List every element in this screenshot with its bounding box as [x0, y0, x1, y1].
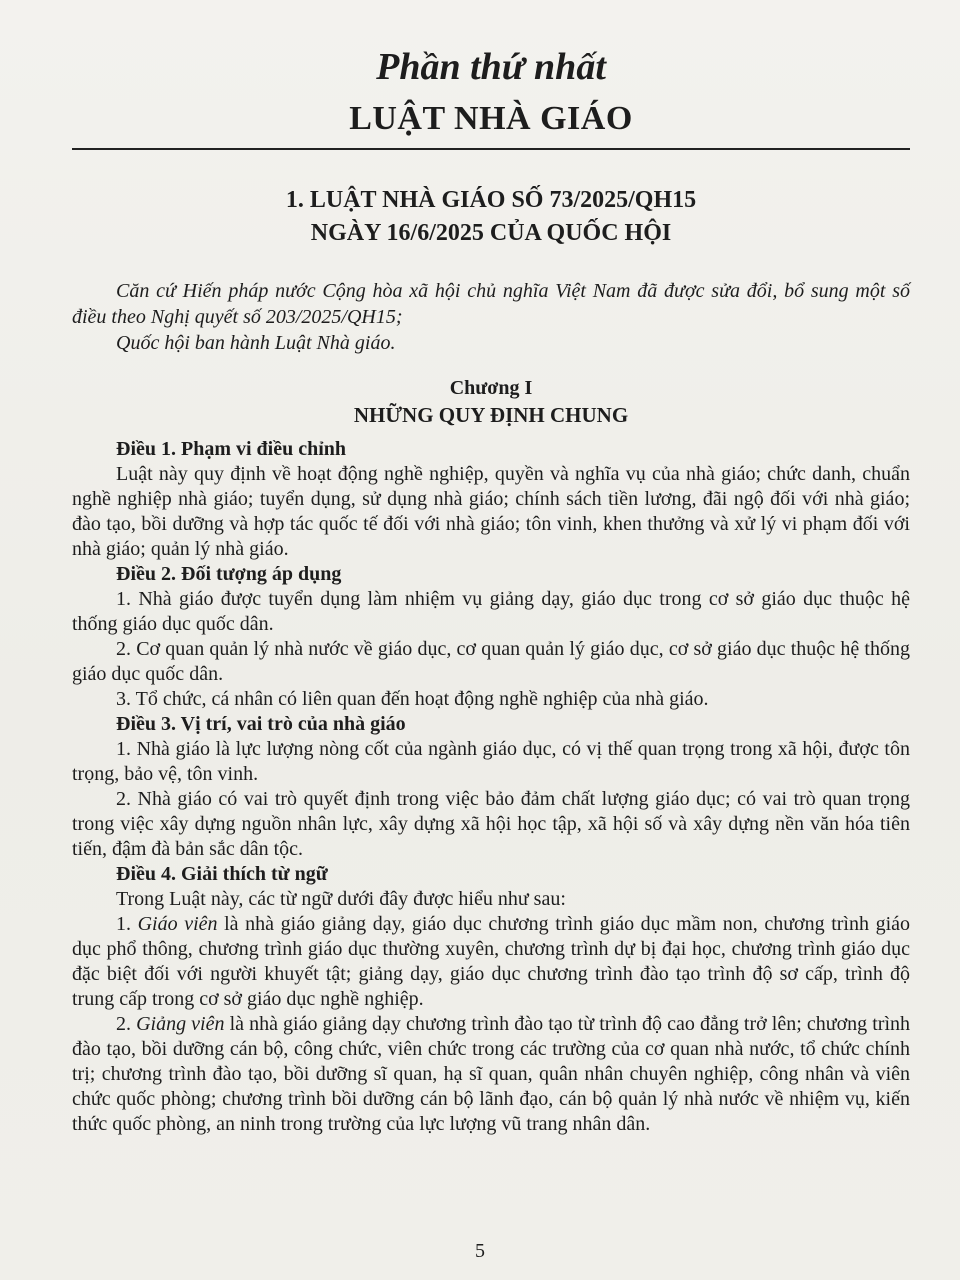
article-2 [72, 562, 910, 712]
part-title: Phần thứ nhất [376, 46, 606, 88]
clause-number: 1. [116, 913, 138, 935]
article-3 [72, 712, 910, 862]
article-heading: Điều 2. Đối tượng áp dụng [116, 563, 342, 585]
article-heading: Điều 4. Giải thích từ ngữ [116, 863, 328, 885]
article-paragraph: 1. Nhà giáo được tuyển dụng làm nhiệm vụ giảng dạy, giáo dục trong cơ sở giáo dục thuộc hệ thống giáo dục quốc dân. [72, 588, 910, 635]
definition-text: là nhà giáo giảng dạy, giáo dục chương trình giáo dục mầm non, chương trình giáo dục phổ thông, chương trình giáo dục thường xuyên, chương trình dự bị đại học, chương trình giáo dục đặc biệt đối với người khuyết tật; giảng dạy, giáo dục chương trình đào tạo trình độ sơ cấp, trình độ trung cấp trong cơ sở giáo dục nghề nghiệp. [72, 913, 911, 1010]
article-intro: Trong Luật này, các từ ngữ dưới đây được hiểu như sau: [116, 888, 566, 910]
definition-text: là nhà giáo giảng dạy chương trình đào tạo từ trình độ cao đẳng trở lên; chương trình đào tạo, bồi dưỡng cán bộ, công chức, viên chức trong các trường của cơ quan nhà nước, tổ chức chính trị; chương trình đào tạo, bồi dưỡng sĩ quan, hạ sĩ quan, quân nhân chuyên nghiệp, công nhân và viên chức quốc phòng; chương trình bồi dưỡng cán bộ lãnh đạo, cán bộ quản lý nhà nước về nhiệm vụ, kiến thức quốc phòng, an ninh trong trường của lực lượng vũ trang nhân dân. [72, 1013, 911, 1135]
document-title [72, 184, 910, 250]
article-paragraph: 3. Tổ chức, cá nhân có liên quan đến hoạt động nghề nghiệp của nhà giáo. [116, 688, 709, 710]
law-title: LUẬT NHÀ GIÁO [349, 100, 633, 137]
defined-term: Giảng viên [136, 1013, 225, 1035]
chapter-number: Chương I [449, 377, 533, 399]
clause-number: 2. [116, 1013, 137, 1035]
article-4 [72, 862, 910, 1137]
defined-term: Giáo viên [137, 913, 218, 935]
definition-teacher [72, 912, 910, 1012]
definition-lecturer [72, 1012, 910, 1137]
article-paragraph: 1. Nhà giáo là lực lượng nòng cốt của ngành giáo dục, có vị thế quan trọng trong xã hội, được tôn trọng, bảo vệ, tôn vinh. [72, 738, 910, 785]
article-heading: Điều 3. Vị trí, vai trò của nhà giáo [116, 713, 406, 735]
chapter-name: NHỮNG QUY ĐỊNH CHUNG [353, 403, 629, 427]
article-paragraph: Luật này quy định về hoạt động nghề nghiệp, quyền và nghĩa vụ của nhà giáo; chức danh, chuẩn nghề nghiệp nhà giáo; tuyển dụng, sử dụng nhà giáo; chính sách tiền lương, đãi ngộ đối với nhà giáo; đào tạo, bồi dưỡng và hợp tác quốc tế đối với nhà giáo; tôn vinh, khen thưởng và xử lý vi phạm đối với nhà giáo; quản lý nhà giáo. [72, 463, 910, 560]
article-paragraph: 2. Cơ quan quản lý nhà nước về giáo dục, cơ quan quản lý giáo dục, cơ sở giáo dục thuộc hệ thống giáo dục quốc dân. [72, 638, 910, 685]
page-number: 5 [475, 1240, 485, 1262]
preamble-promulgation: Quốc hội ban hành Luật Nhà giáo. [116, 332, 396, 354]
article-paragraph: 2. Nhà giáo có vai trò quyết định trong việc bảo đảm chất lượng giáo dục; có vai trò quan trọng trong việc xây dựng nguồn nhân lực, xây dựng xã hội học tập, xã hội số và xây dựng nền văn hóa tiên tiến, đậm đà bản sắc dân tộc. [72, 788, 910, 860]
preamble-basis: Căn cứ Hiến pháp nước Cộng hòa xã hội chủ nghĩa Việt Nam đã được sửa đổi, bổ sung một số điều theo Nghị quyết số 203/2025/QH15; [72, 280, 910, 328]
page-content [72, 44, 910, 1137]
article-1 [72, 437, 910, 562]
title-divider [72, 148, 910, 150]
document-title-line-2: NGÀY 16/6/2025 CỦA QUỐC HỘI [310, 220, 672, 246]
article-heading: Điều 1. Phạm vi điều chỉnh [116, 438, 347, 460]
document-title-line-1: 1. LUẬT NHÀ GIÁO SỐ 73/2025/QH15 [285, 187, 697, 213]
